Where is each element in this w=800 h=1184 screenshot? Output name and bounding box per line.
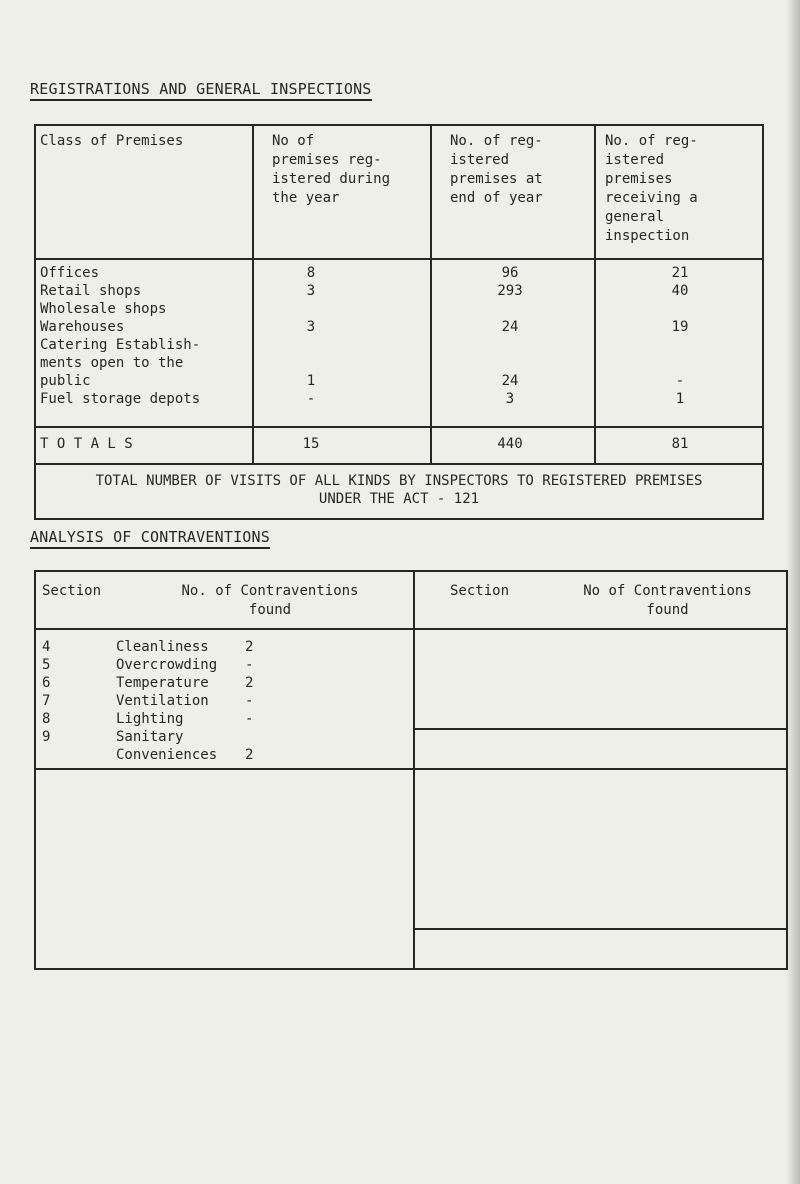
totals-end: 440 <box>497 436 523 452</box>
retail-end: 293 <box>497 283 523 299</box>
left-section-7: 7 <box>42 693 51 709</box>
totals-during: 15 <box>302 436 320 452</box>
warehouses-during: 3 <box>306 319 316 335</box>
retail-inspected: 40 <box>671 283 689 299</box>
left-desc-temperature: Temperature <box>116 675 209 691</box>
left-count-overcrowding: - <box>245 657 254 673</box>
left-desc-ventilation: Ventilation <box>116 693 209 709</box>
analysis-title: ANALYSIS OF CONTRAVENTIONS <box>30 528 270 549</box>
fuel-during: - <box>306 391 316 407</box>
page-title: REGISTRATIONS AND GENERAL INSPECTIONS <box>30 80 372 101</box>
warehouses-end: 24 <box>501 319 519 335</box>
offices-end: 96 <box>501 265 519 281</box>
totals-label: T O T A L S <box>40 436 133 452</box>
visits-note-line1: TOTAL NUMBER OF VISITS OF ALL KINDS BY INSPECTORS TO REGISTERED PREMISES <box>95 473 703 489</box>
left-section-5: 5 <box>42 657 51 673</box>
premises-class-list: Offices Retail shops Wholesale shops Warehouses Catering Establish- ments open to the public Fuel storage depots <box>40 265 201 407</box>
offices-inspected: 21 <box>671 265 689 281</box>
left-count-cleanliness: 2 <box>245 639 254 655</box>
left-desc-sanitary: Sanitary Conveniences <box>116 729 218 763</box>
fuel-end: 3 <box>505 391 515 407</box>
header-count-left: No. of Contraventions found <box>181 583 359 618</box>
left-section-8: 8 <box>42 711 51 727</box>
header-general-inspection: No. of reg- istered premises receiving a general inspection <box>605 133 698 244</box>
catering-end: 24 <box>501 373 519 389</box>
retail-during: 3 <box>306 283 316 299</box>
header-section-left: Section <box>42 583 102 599</box>
catering-inspected: - <box>675 373 685 389</box>
warehouses-inspected: 19 <box>671 319 689 335</box>
header-section-right: Section <box>450 583 510 599</box>
left-count-ventilation: - <box>245 693 254 709</box>
left-desc-cleanliness: Cleanliness <box>116 639 209 655</box>
left-desc-overcrowding: Overcrowding <box>116 657 218 673</box>
left-count-lighting: - <box>245 711 254 727</box>
header-registered-end-of-year: No. of reg- istered premises at end of year <box>450 133 543 206</box>
catering-during: 1 <box>306 373 316 389</box>
header-class-of-premises: Class of Premises <box>40 133 184 149</box>
left-desc-lighting: Lighting <box>116 711 184 727</box>
left-section-9: 9 <box>42 729 51 745</box>
totals-inspected: 81 <box>671 436 689 452</box>
offices-during: 8 <box>306 265 316 281</box>
fuel-inspected: 1 <box>675 391 685 407</box>
header-registered-during-year: No of premises reg- istered during the year <box>272 133 391 206</box>
left-section-4: 4 <box>42 639 51 655</box>
left-count-sanitary: 2 <box>245 747 254 763</box>
left-section-6: 6 <box>42 675 51 691</box>
visits-note-line2: UNDER THE ACT - 121 <box>318 491 480 507</box>
header-count-right: No of Contraventions found <box>583 583 752 618</box>
left-count-temperature: 2 <box>245 675 254 691</box>
